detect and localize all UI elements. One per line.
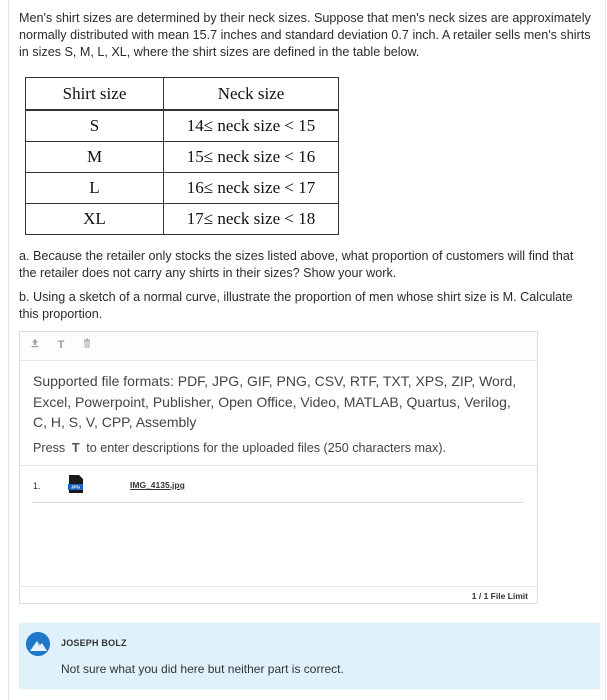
jpg-icon-svg [67,475,85,493]
comment-author: JOSEPH BOLZ [61,638,127,648]
file-limit-bar [20,586,537,604]
description-hint [33,440,523,457]
cell-size: S [26,110,164,142]
trash-icon[interactable] [80,338,94,352]
hint-after: to enter descriptions for the uploaded files (250 characters max). [86,441,447,455]
upload-arrow-svg [30,338,40,348]
avatar [26,632,50,656]
cell-neck: 17≤ neck size < 18 [164,204,339,235]
file-number: 1. [33,481,41,491]
upload-toolbar [20,332,537,361]
header-neck-size: Neck size [164,78,339,111]
jpg-badge-text: JPG [70,484,81,490]
text-description-icon[interactable]: T [57,339,65,351]
table-row [26,142,339,173]
file-limit-text: 1 / 1 File Limit [471,591,528,601]
cell-size: L [26,173,164,204]
divider [20,465,537,466]
hint-before: Press [33,441,66,455]
shirt-size-table [25,77,339,235]
instructor-comment [19,623,600,689]
file-divider [33,502,523,503]
upload-icon[interactable] [28,338,42,352]
question-intro: Men's shirt sizes are determined by their neck sizes. Suppose that men's neck sizes are approximately normally distributed with mean 15.7 inches and standard deviation 0.7 inch. A retailer sells men's shirts in sizes S, M, L, XL, where the shirt sizes are defined in the table below. [19,11,591,59]
supported-formats-text: Supported file formats: PDF, JPG, GIF, PNG, CSV, RTF, TXT, XPS, ZIP, Word, Excel, Powerpoint, Publisher, Open Office, Video, MATLAB, Quartus, Verilog, C, H, S, V, CPP, Assembly [33,373,517,430]
jpg-file-icon [67,475,85,493]
question-part-a: a. Because the retailer only stocks the sizes listed above, what proportion of customers will find that the retailer does not carry any shirts in their sizes? Show your work. [19,249,574,280]
question-part-b: b. Using a sketch of a normal curve, illustrate the proportion of men whose shirt size is M. Calculate this proportion. [19,290,573,321]
table-row [26,204,339,235]
uploaded-file-link[interactable]: IMG_4135.jpg [130,480,185,490]
cell-size: XL [26,204,164,235]
table-header-row [26,78,339,111]
file-upload-panel [19,331,538,604]
cell-neck: 15≤ neck size < 16 [164,142,339,173]
cell-neck: 14≤ neck size < 15 [164,110,339,142]
cell-size: M [26,142,164,173]
text-icon: T [71,441,80,455]
avatar-icon [26,632,50,656]
cell-neck: 16≤ neck size < 17 [164,173,339,204]
trash-svg [82,338,92,348]
comment-text: Not sure what you did here but neither part is correct. [61,662,344,676]
table-row [26,110,339,142]
header-shirt-size: Shirt size [26,78,164,111]
table-row [26,173,339,204]
